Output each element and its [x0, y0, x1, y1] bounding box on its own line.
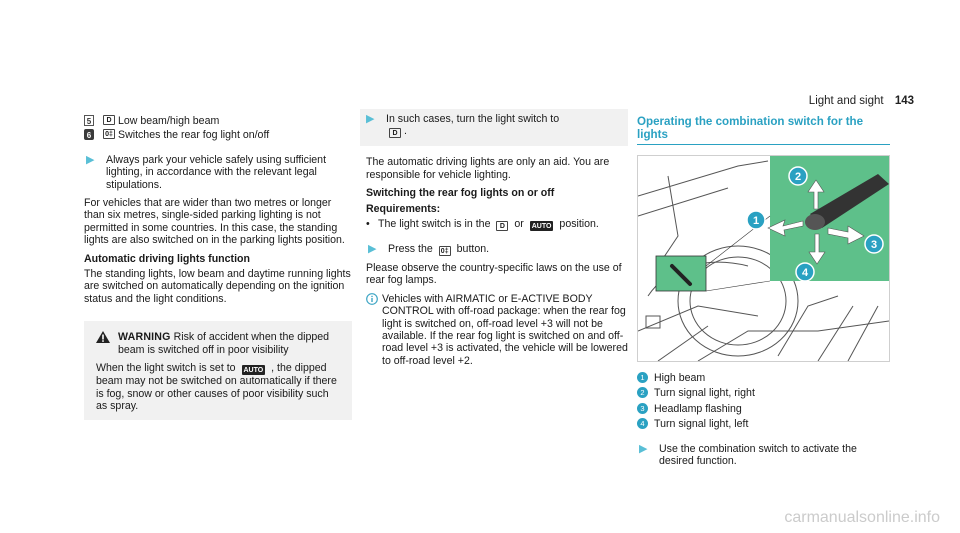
- warning-label: WARNING: [118, 331, 171, 344]
- warning-triangle-icon: [96, 331, 118, 356]
- legend-text: Turn signal light, right: [654, 387, 755, 400]
- rear-fog-light-icon: 0‡: [439, 246, 451, 256]
- requirements-label: Requirements:: [366, 202, 441, 215]
- legend-number: 2: [637, 387, 648, 398]
- subheading: Switching the rear fog lights on or off: [366, 187, 555, 200]
- callout-2: 2: [794, 171, 802, 183]
- watermark: carmanualsonline.info: [784, 509, 940, 526]
- illustration-svg: [638, 156, 889, 361]
- bullet-icon: •: [366, 218, 370, 231]
- column-middle: [366, 115, 628, 367]
- page-header: [809, 95, 914, 107]
- callout-4: 4: [801, 267, 809, 279]
- legend-item: [637, 372, 890, 384]
- rear-fog-light-icon: 0‡: [103, 129, 115, 139]
- section-heading: Operating the combination switch for the lights: [637, 115, 890, 145]
- legend-number: 4: [637, 418, 648, 429]
- step-text: Use the combination switch to activate the desired function.: [659, 442, 857, 468]
- warning-header: [96, 331, 340, 356]
- info-text: Vehicles with AIRMATIC or E-ACTIVE BODY CONTROL with off-road package: when the rear fog light is switched on, off-road level +3 will not be available. If the rear fog light is switched on and off-road level +3 is activated, the vehicle will be lowered to off-road level +2.: [382, 292, 628, 367]
- step-text: In such cases, turn the light switch to: [386, 113, 560, 125]
- item-text: Low beam/high beam: [118, 115, 220, 127]
- column-left: [84, 115, 352, 420]
- item-text: Switches the rear fog light on/off: [118, 129, 270, 142]
- step-text: button.: [456, 243, 490, 256]
- step-arrow-icon: ▶: [86, 153, 95, 166]
- warning-body: [96, 362, 340, 412]
- instruction-step: [637, 443, 890, 468]
- requirement-text: The light switch is in the: [378, 218, 491, 231]
- figure-legend: [637, 372, 890, 431]
- low-beam-icon: D: [389, 128, 401, 138]
- list-item: [84, 115, 352, 127]
- step-text: Always park your vehicle safely using sufficient lighting, in accordance with the relevant legal stipulations.: [106, 153, 327, 191]
- page-number: 143: [894, 95, 914, 107]
- warning-body-text: , the dipped beam may not be switched on automatically if there is fog, snow or other causes of poor visibility such as spray.: [96, 362, 337, 412]
- requirement-text: position.: [559, 218, 599, 231]
- requirement-text: or: [514, 218, 524, 231]
- low-beam-icon: D: [496, 221, 508, 231]
- warning-box: [84, 321, 352, 420]
- info-icon: [366, 293, 382, 367]
- legend-item: [637, 387, 890, 399]
- paragraph: Please observe the country-specific laws on the use of rear fog lamps.: [366, 262, 622, 287]
- continued-warning-box: [360, 109, 628, 146]
- column-right: [637, 115, 890, 473]
- instruction-step: [84, 154, 352, 191]
- auto-light-icon: AUTO: [243, 367, 264, 375]
- legend-text: Headlamp flashing: [654, 402, 742, 415]
- requirement-item: [366, 218, 628, 231]
- low-beam-icon: D: [103, 115, 115, 125]
- item-number-6: 6: [84, 129, 94, 140]
- legend-number: 1: [637, 372, 648, 383]
- section-title: Light and sight: [808, 95, 884, 107]
- combination-switch-illustration: [637, 155, 890, 362]
- item-number-5: 5: [84, 115, 94, 126]
- paragraph: The automatic driving lights are only an aid. You are responsible for vehicle lighting.: [366, 156, 610, 181]
- info-note: [366, 293, 628, 367]
- warning-text: Risk of accident when the dipped beam is switched off in poor visibility: [118, 331, 330, 356]
- legend-item: [637, 403, 890, 415]
- paragraph: The standing lights, low beam and daytime running lights are switched on automatically depending on the ignition status and the light conditions.: [84, 268, 351, 305]
- instruction-step: [366, 243, 628, 256]
- instruction-step: ▶ In such cases, turn the light switch to D .: [366, 113, 560, 138]
- step-arrow-icon: ▶: [368, 243, 377, 256]
- callout-1: 1: [752, 215, 760, 227]
- legend-text: Turn signal light, left: [654, 418, 749, 431]
- legend-item: [637, 418, 890, 430]
- callout-3: 3: [870, 239, 878, 251]
- warning-body-text: When the light switch is set to: [96, 362, 236, 375]
- paragraph: For vehicles that are wider than two metres or longer than six metres, single-sided parking lighting is not permitted in some countries. In this case, the standing lights are also switched on in the parking lights position.: [84, 197, 345, 247]
- auto-light-icon: AUTO: [531, 223, 552, 231]
- step-arrow-icon: ▶: [639, 442, 648, 455]
- list-item: [84, 129, 352, 141]
- legend-text: High beam: [654, 372, 706, 384]
- step-arrow-icon: ▶: [366, 113, 375, 125]
- subheading: Automatic driving lights function: [84, 252, 250, 265]
- step-text: Press the: [388, 243, 433, 256]
- legend-number: 3: [637, 403, 648, 414]
